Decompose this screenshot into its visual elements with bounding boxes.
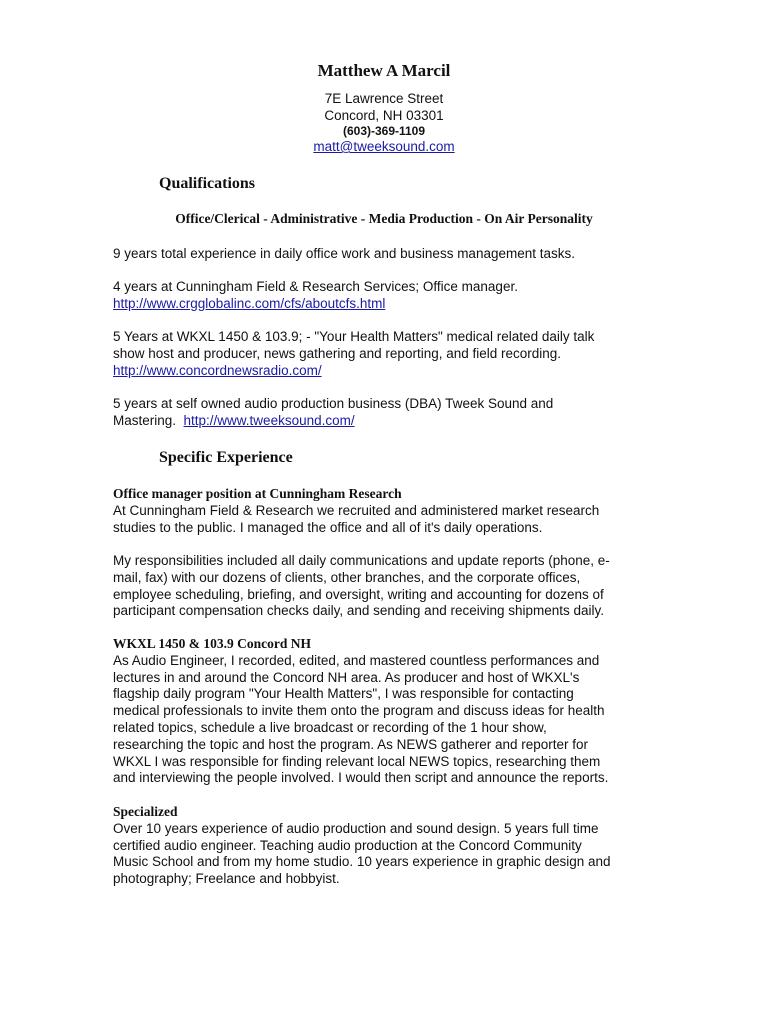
- concordnewsradio-link[interactable]: http://www.concordnewsradio.com/: [113, 362, 322, 378]
- qual-paragraph-3: [113, 329, 658, 379]
- tweeksound-link[interactable]: http://www.tweeksound.com/: [183, 412, 355, 428]
- body-line: My responsibilities included all daily communications and update reports (phone, e-: [113, 553, 610, 568]
- experience-heading: Specific Experience: [159, 449, 293, 466]
- body-line: researching the topic and host the program. As NEWS gatherer and reporter for: [113, 736, 588, 752]
- applicant-name: Matthew A Marcil: [317, 61, 451, 80]
- body-line: Over 10 years experience of audio production and sound design. 5 years full time: [113, 820, 599, 836]
- body-line: flagship daily program "Your Health Matters", I was responsible for contacting: [113, 686, 574, 702]
- body-line: lectures in and around the Concord NH area. As producer and host of WKXL's: [113, 669, 580, 685]
- crg-link[interactable]: http://www.crgglobalinc.com/cfs/aboutcfs.html: [113, 295, 386, 311]
- qual-text: 9 years total experience in daily office work and business management tasks.: [113, 246, 575, 261]
- qual-text: 5 Years at WKXL 1450 & 103.9; - "Your Health Matters" medical related daily talk: [113, 329, 595, 344]
- qualifications-summary: Office/Clerical - Administrative - Media Production - On Air Personality: [175, 211, 593, 226]
- body-line: studies to the public. I managed the office and all of it's daily operations.: [113, 519, 543, 535]
- qual-text: Mastering.: [113, 412, 184, 428]
- qual-text: show host and producer, news gathering and reporting, and field recording.: [113, 345, 562, 361]
- city-state-zip: Concord, NH 03301: [324, 108, 444, 123]
- email-link[interactable]: matt@tweeksound.com: [313, 139, 455, 154]
- body-line: photography; Freelance and hobbyist.: [113, 871, 340, 887]
- responsibilities-section: [113, 553, 658, 620]
- email-line: [0, 139, 768, 154]
- qual-text: 4 years at Cunningham Field & Research Services; Office manager.: [113, 279, 518, 294]
- wkxl-title: WKXL 1450 & 103.9 Concord NH: [113, 636, 312, 651]
- qual-paragraph-4: [113, 396, 658, 430]
- street-address: 7E Lawrence Street: [324, 91, 444, 106]
- body-line: medical professionals to invite them onto the program and discuss ideas for health: [113, 703, 605, 719]
- qual-paragraph-2: [113, 279, 658, 313]
- qual-paragraph-1: [113, 246, 658, 263]
- body-line: employee scheduling, briefing, and oversight, writing and accounting for dozens of: [113, 586, 604, 602]
- body-line: participant compensation checks daily, and sending and receiving shipments daily.: [113, 603, 605, 619]
- body-line: As Audio Engineer, I recorded, edited, and mastered countless performances and: [113, 652, 600, 668]
- body-line: related topics, schedule a live broadcast or recording of the 1 hour show,: [113, 719, 547, 735]
- body-line: mail, fax) with our dozens of clients, other branches, and the corporate offices,: [113, 569, 581, 585]
- cunningham-section: [113, 486, 658, 536]
- wkxl-section: [113, 636, 658, 787]
- qual-text: 5 years at self owned audio production business (DBA) Tweek Sound and: [113, 396, 554, 411]
- qualifications-heading: Qualifications: [159, 175, 256, 192]
- body-line: At Cunningham Field & Research we recruited and administered market research: [113, 502, 600, 518]
- phone-number: (603)-369-1109: [342, 124, 426, 138]
- specialized-title: Specialized: [113, 804, 178, 819]
- specialized-section: [113, 804, 658, 888]
- body-line: WKXL I was responsible for finding relevant local NEWS topics, researching them: [113, 753, 601, 769]
- body-line: and interviewing the people involved. I would then script and announce the reports.: [113, 770, 609, 786]
- body-line: Music School and from my home studio. 10 years experience in graphic design and: [113, 854, 611, 870]
- cunningham-title: Office manager position at Cunningham Research: [113, 486, 402, 501]
- body-line: certified audio engineer. Teaching audio production at the Concord Community: [113, 837, 582, 853]
